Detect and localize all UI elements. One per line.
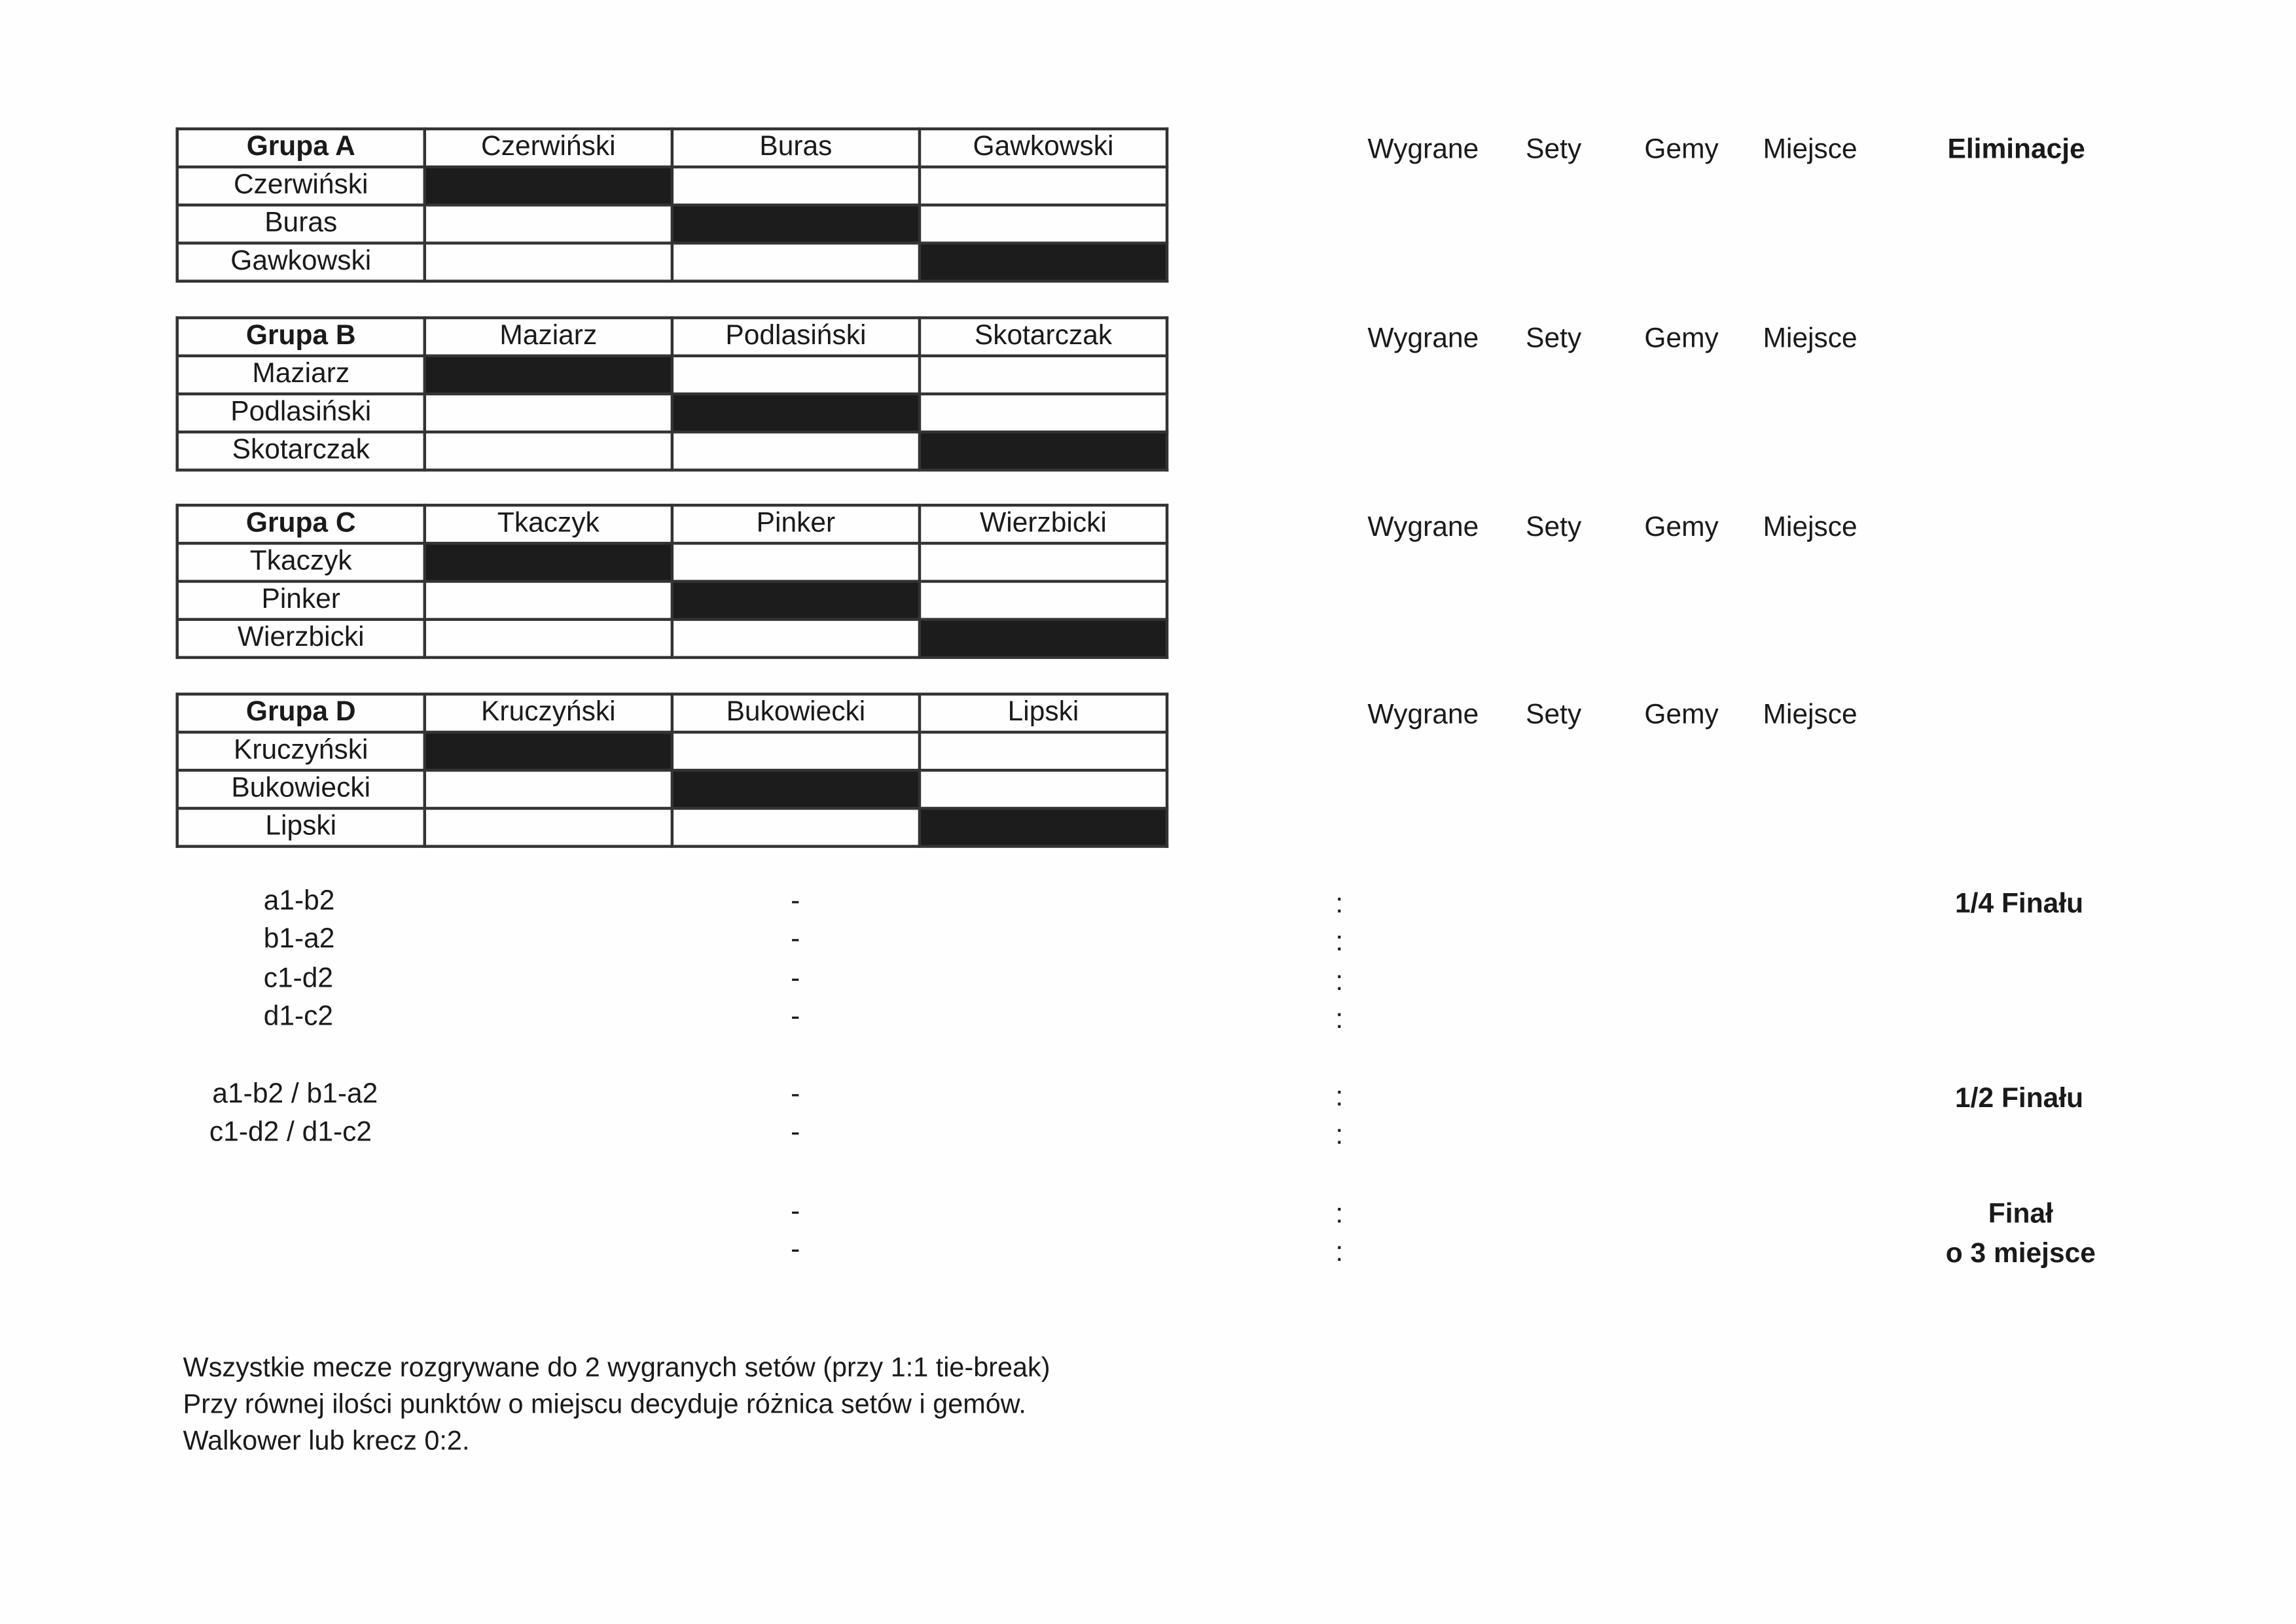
- games-header: Gemy: [1644, 699, 1719, 731]
- quarterfinal-label: 1/4 Finału: [1955, 889, 2084, 920]
- blocked-cell: [425, 543, 672, 581]
- group-name: Grupa B: [177, 318, 425, 356]
- blocked-cell: [920, 808, 1167, 846]
- score-cell[interactable]: [672, 808, 920, 846]
- score-cell[interactable]: [672, 732, 920, 770]
- semifinal-pairing: c1-d2 / d1-c2: [209, 1117, 372, 1148]
- blocked-cell: [672, 394, 920, 432]
- quarterfinal-pairing: a1-b2: [263, 885, 335, 917]
- score-colon: :: [1335, 1082, 1344, 1113]
- score-cell[interactable]: [672, 243, 920, 281]
- eliminations-title: Eliminacje: [1947, 134, 2085, 166]
- row-player: Wierzbicki: [177, 620, 425, 658]
- quarterfinal-pairing: c1-d2: [263, 963, 334, 995]
- dash-separator: -: [791, 1117, 800, 1148]
- dash-separator: -: [791, 1079, 800, 1110]
- dash-separator: -: [791, 1196, 800, 1227]
- score-colon: :: [1335, 1237, 1344, 1269]
- row-player: Podlasiński: [177, 394, 425, 432]
- score-colon: :: [1335, 927, 1344, 958]
- blocked-cell: [672, 205, 920, 243]
- third-place-label: o 3 miejsce: [1945, 1239, 2096, 1270]
- score-cell[interactable]: [672, 543, 920, 581]
- column-player: Buras: [672, 129, 920, 167]
- score-cell[interactable]: [425, 770, 672, 808]
- place-header: Miejsce: [1763, 323, 1857, 355]
- group-name: Grupa C: [177, 505, 425, 543]
- row-player: Skotarczak: [177, 432, 425, 470]
- wins-header: Wygrane: [1367, 512, 1479, 544]
- games-header: Gemy: [1644, 512, 1719, 544]
- rules-note: Walkower lub krecz 0:2.: [183, 1424, 470, 1456]
- row-player: Buras: [177, 205, 425, 243]
- row-player: Gawkowski: [177, 243, 425, 281]
- blocked-cell: [920, 620, 1167, 658]
- score-cell[interactable]: [920, 394, 1167, 432]
- score-cell[interactable]: [672, 620, 920, 658]
- blocked-cell: [425, 356, 672, 394]
- group-name: Grupa A: [177, 129, 425, 167]
- wins-header: Wygrane: [1367, 699, 1479, 731]
- group-a-table: [175, 128, 1168, 283]
- blocked-cell: [920, 243, 1167, 281]
- column-player: Kruczyński: [425, 694, 672, 732]
- sets-header: Sety: [1526, 323, 1582, 355]
- score-cell[interactable]: [920, 732, 1167, 770]
- place-header: Miejsce: [1763, 134, 1857, 166]
- column-player: Czerwiński: [425, 129, 672, 167]
- blocked-cell: [672, 581, 920, 619]
- wins-header: Wygrane: [1367, 323, 1479, 355]
- blocked-cell: [425, 732, 672, 770]
- row-player: Tkaczyk: [177, 543, 425, 581]
- dash-separator: -: [791, 963, 800, 995]
- column-player: Tkaczyk: [425, 505, 672, 543]
- score-cell[interactable]: [672, 432, 920, 470]
- row-player: Bukowiecki: [177, 770, 425, 808]
- rules-note: Wszystkie mecze rozgrywane do 2 wygranych setów (przy 1:1 tie-break): [183, 1351, 1050, 1383]
- dash-separator: -: [791, 924, 800, 955]
- column-player: Wierzbicki: [920, 505, 1167, 543]
- column-player: Bukowiecki: [672, 694, 920, 732]
- row-player: Lipski: [177, 808, 425, 846]
- row-player: Kruczyński: [177, 732, 425, 770]
- score-cell[interactable]: [425, 243, 672, 281]
- final-label: Finał: [1988, 1199, 2053, 1230]
- score-colon: :: [1335, 1120, 1344, 1152]
- score-cell[interactable]: [920, 770, 1167, 808]
- score-cell[interactable]: [920, 167, 1167, 205]
- group-b-table: [175, 316, 1168, 471]
- score-cell[interactable]: [425, 808, 672, 846]
- score-colon: :: [1335, 1004, 1344, 1036]
- dash-separator: -: [791, 885, 800, 917]
- column-player: Podlasiński: [672, 318, 920, 356]
- group-name: Grupa D: [177, 694, 425, 732]
- quarterfinal-pairing: b1-a2: [263, 924, 335, 955]
- score-cell[interactable]: [672, 356, 920, 394]
- score-cell[interactable]: [425, 394, 672, 432]
- group-d-table: [175, 693, 1168, 848]
- score-cell[interactable]: [672, 167, 920, 205]
- blocked-cell: [425, 167, 672, 205]
- place-header: Miejsce: [1763, 512, 1857, 544]
- games-header: Gemy: [1644, 134, 1719, 166]
- blocked-cell: [672, 770, 920, 808]
- sets-header: Sety: [1526, 134, 1582, 166]
- score-cell[interactable]: [920, 543, 1167, 581]
- dash-separator: -: [791, 1234, 800, 1265]
- semifinal-pairing: a1-b2 / b1-a2: [212, 1079, 378, 1110]
- wins-header: Wygrane: [1367, 134, 1479, 166]
- score-cell[interactable]: [920, 581, 1167, 619]
- semifinal-label: 1/2 Finału: [1955, 1084, 2084, 1115]
- score-cell[interactable]: [425, 432, 672, 470]
- score-cell[interactable]: [920, 356, 1167, 394]
- dash-separator: -: [791, 1001, 800, 1033]
- score-colon: :: [1335, 1199, 1344, 1230]
- group-c-table: [175, 504, 1168, 659]
- column-player: Pinker: [672, 505, 920, 543]
- column-player: Skotarczak: [920, 318, 1167, 356]
- column-player: Lipski: [920, 694, 1167, 732]
- blocked-cell: [920, 432, 1167, 470]
- sets-header: Sety: [1526, 699, 1582, 731]
- score-cell[interactable]: [425, 620, 672, 658]
- score-cell[interactable]: [920, 205, 1167, 243]
- place-header: Miejsce: [1763, 699, 1857, 731]
- column-player: Gawkowski: [920, 129, 1167, 167]
- column-player: Maziarz: [425, 318, 672, 356]
- games-header: Gemy: [1644, 323, 1719, 355]
- score-colon: :: [1335, 889, 1344, 920]
- score-colon: :: [1335, 966, 1344, 998]
- rules-note: Przy równej ilości punktów o miejscu decyduje różnica setów i gemów.: [183, 1388, 1026, 1419]
- score-cell[interactable]: [425, 205, 672, 243]
- row-player: Pinker: [177, 581, 425, 619]
- score-cell[interactable]: [425, 581, 672, 619]
- row-player: Czerwiński: [177, 167, 425, 205]
- row-player: Maziarz: [177, 356, 425, 394]
- quarterfinal-pairing: d1-c2: [263, 1001, 334, 1033]
- sets-header: Sety: [1526, 512, 1582, 544]
